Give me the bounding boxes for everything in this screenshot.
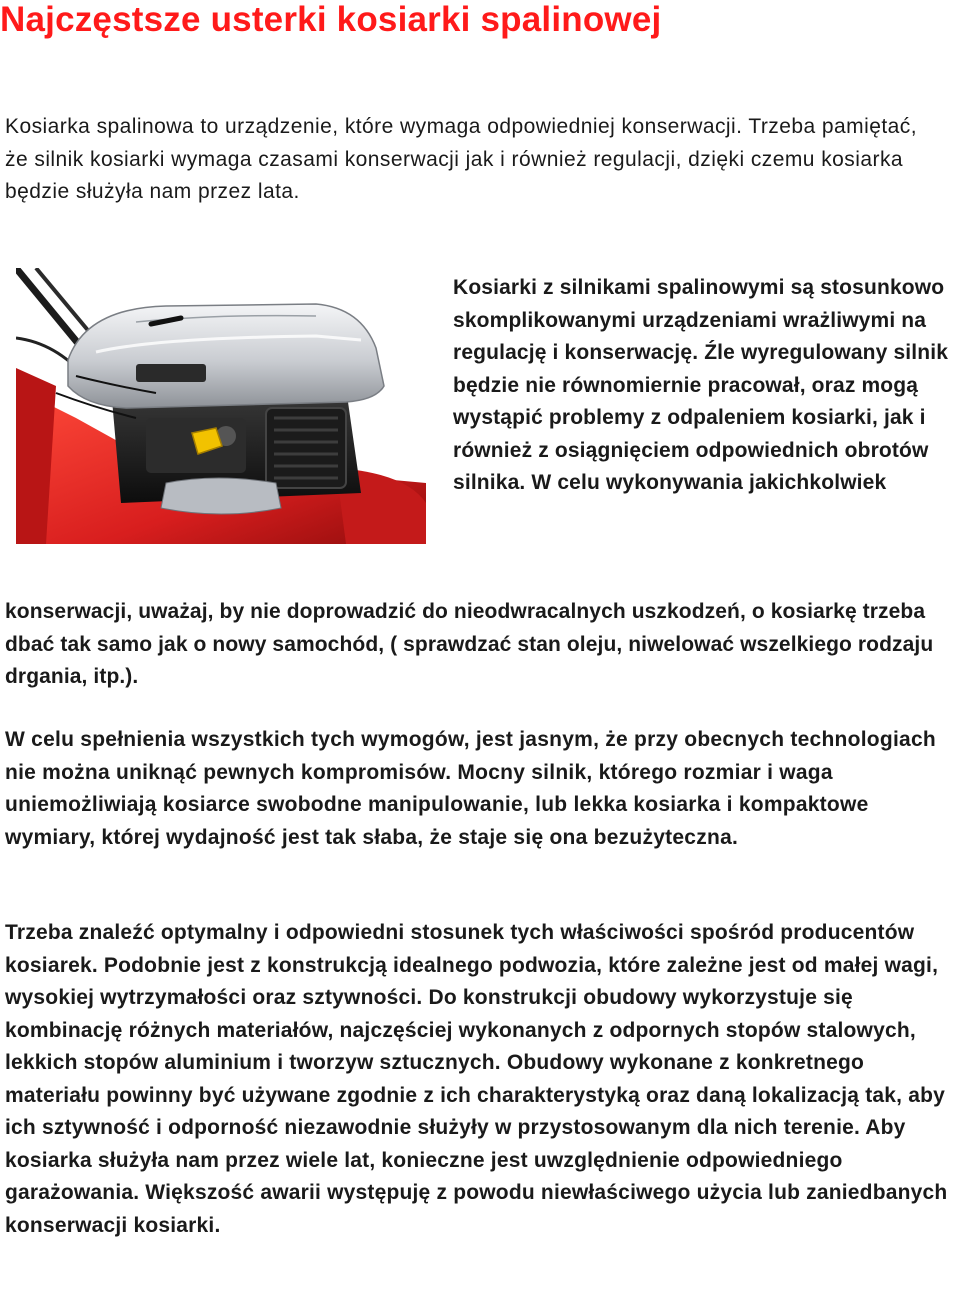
paragraph-compromises: W celu spełnienia wszystkich tych wymogów, jest jasnym, że przy obecnych technologiach nie można uniknąć pewnych kompromisów. Mocny silnik, którego rozmiar i waga uniemożliwiają kosiarce swobodne manipulowanie, lub lekka kosiarka i kompaktowe wymiary, której wydajność jest tak słaba, że staje się ona bezużyteczna. (5, 728, 936, 849)
intro-paragraph: Kosiarka spalinowa to urządzenie, które wymaga odpowiedniej konserwacji. Trzeba pamiętać, że silnik kosiarki wymaga czasami konserwacji jak i również regulacji, dzięki czemu kosiarka będzie służyła nam przez lata. (5, 115, 918, 203)
lawnmower-engine-illustration (16, 268, 426, 544)
page-title: Najczęstsze usterki kosiarki spalinowej (0, 0, 662, 39)
side-paragraph: Kosiarki z silnikami spalinowymi są stosunkowo skomplikowanymi urządzeniami wrażliwymi na regulację i konserwację. Źle wyregulowany silnik będzie nie równomiernie pracował, oraz mogą wystąpić problemy z odpaleniem kosiarki, jak i również z osiągnięciem odpowiednich obrotów silnika. W celu wykonywania jakichkolwiek (453, 276, 949, 494)
paragraph-construction: Trzeba znaleźć optymalny i odpowiedni stosunek tych właściwości spośród producentów kosiarek. Podobnie jest z konstrukcją idealnego podwozia, które zależne jest od małej wagi, wysokiej wytrzymałości oraz sztywności. Do konstrukcji obudowy wykorzystuje się kombinację różnych materiałów, najczęściej wykonanych z odpornych stopów stalowych, lekkich stopów aluminium i tworzyw sztucznych. Obudowy wykonane z konkretnego materiału powinny być używane zgodnie z ich charakterystyką oraz daną lokalizacją tak, aby ich sztywność i odporność niezawodnie służyły w przystosowanym dla nich terenie. Aby kosiarka służyła nam przez wiele lat, konieczne jest uwzględnienie odpowiedniego garażowania. Większość awarii występuję z powodu niewłaściwego użycia lub zaniedbanych konserwacji kosiarki. (5, 921, 948, 1237)
continuation-paragraph: konserwacji, uważaj, by nie doprowadzić do nieodwracalnych uszkodzeń, o kosiarkę trzeba dbać tak samo jak o nowy samochód, ( sprawdzać stan oleju, niwelować wszelkiego rodzaju drgania, itp.). (5, 600, 934, 688)
engine-cover (68, 304, 384, 408)
air-filter (266, 408, 346, 488)
lawnmower-engine-photo (16, 268, 426, 544)
